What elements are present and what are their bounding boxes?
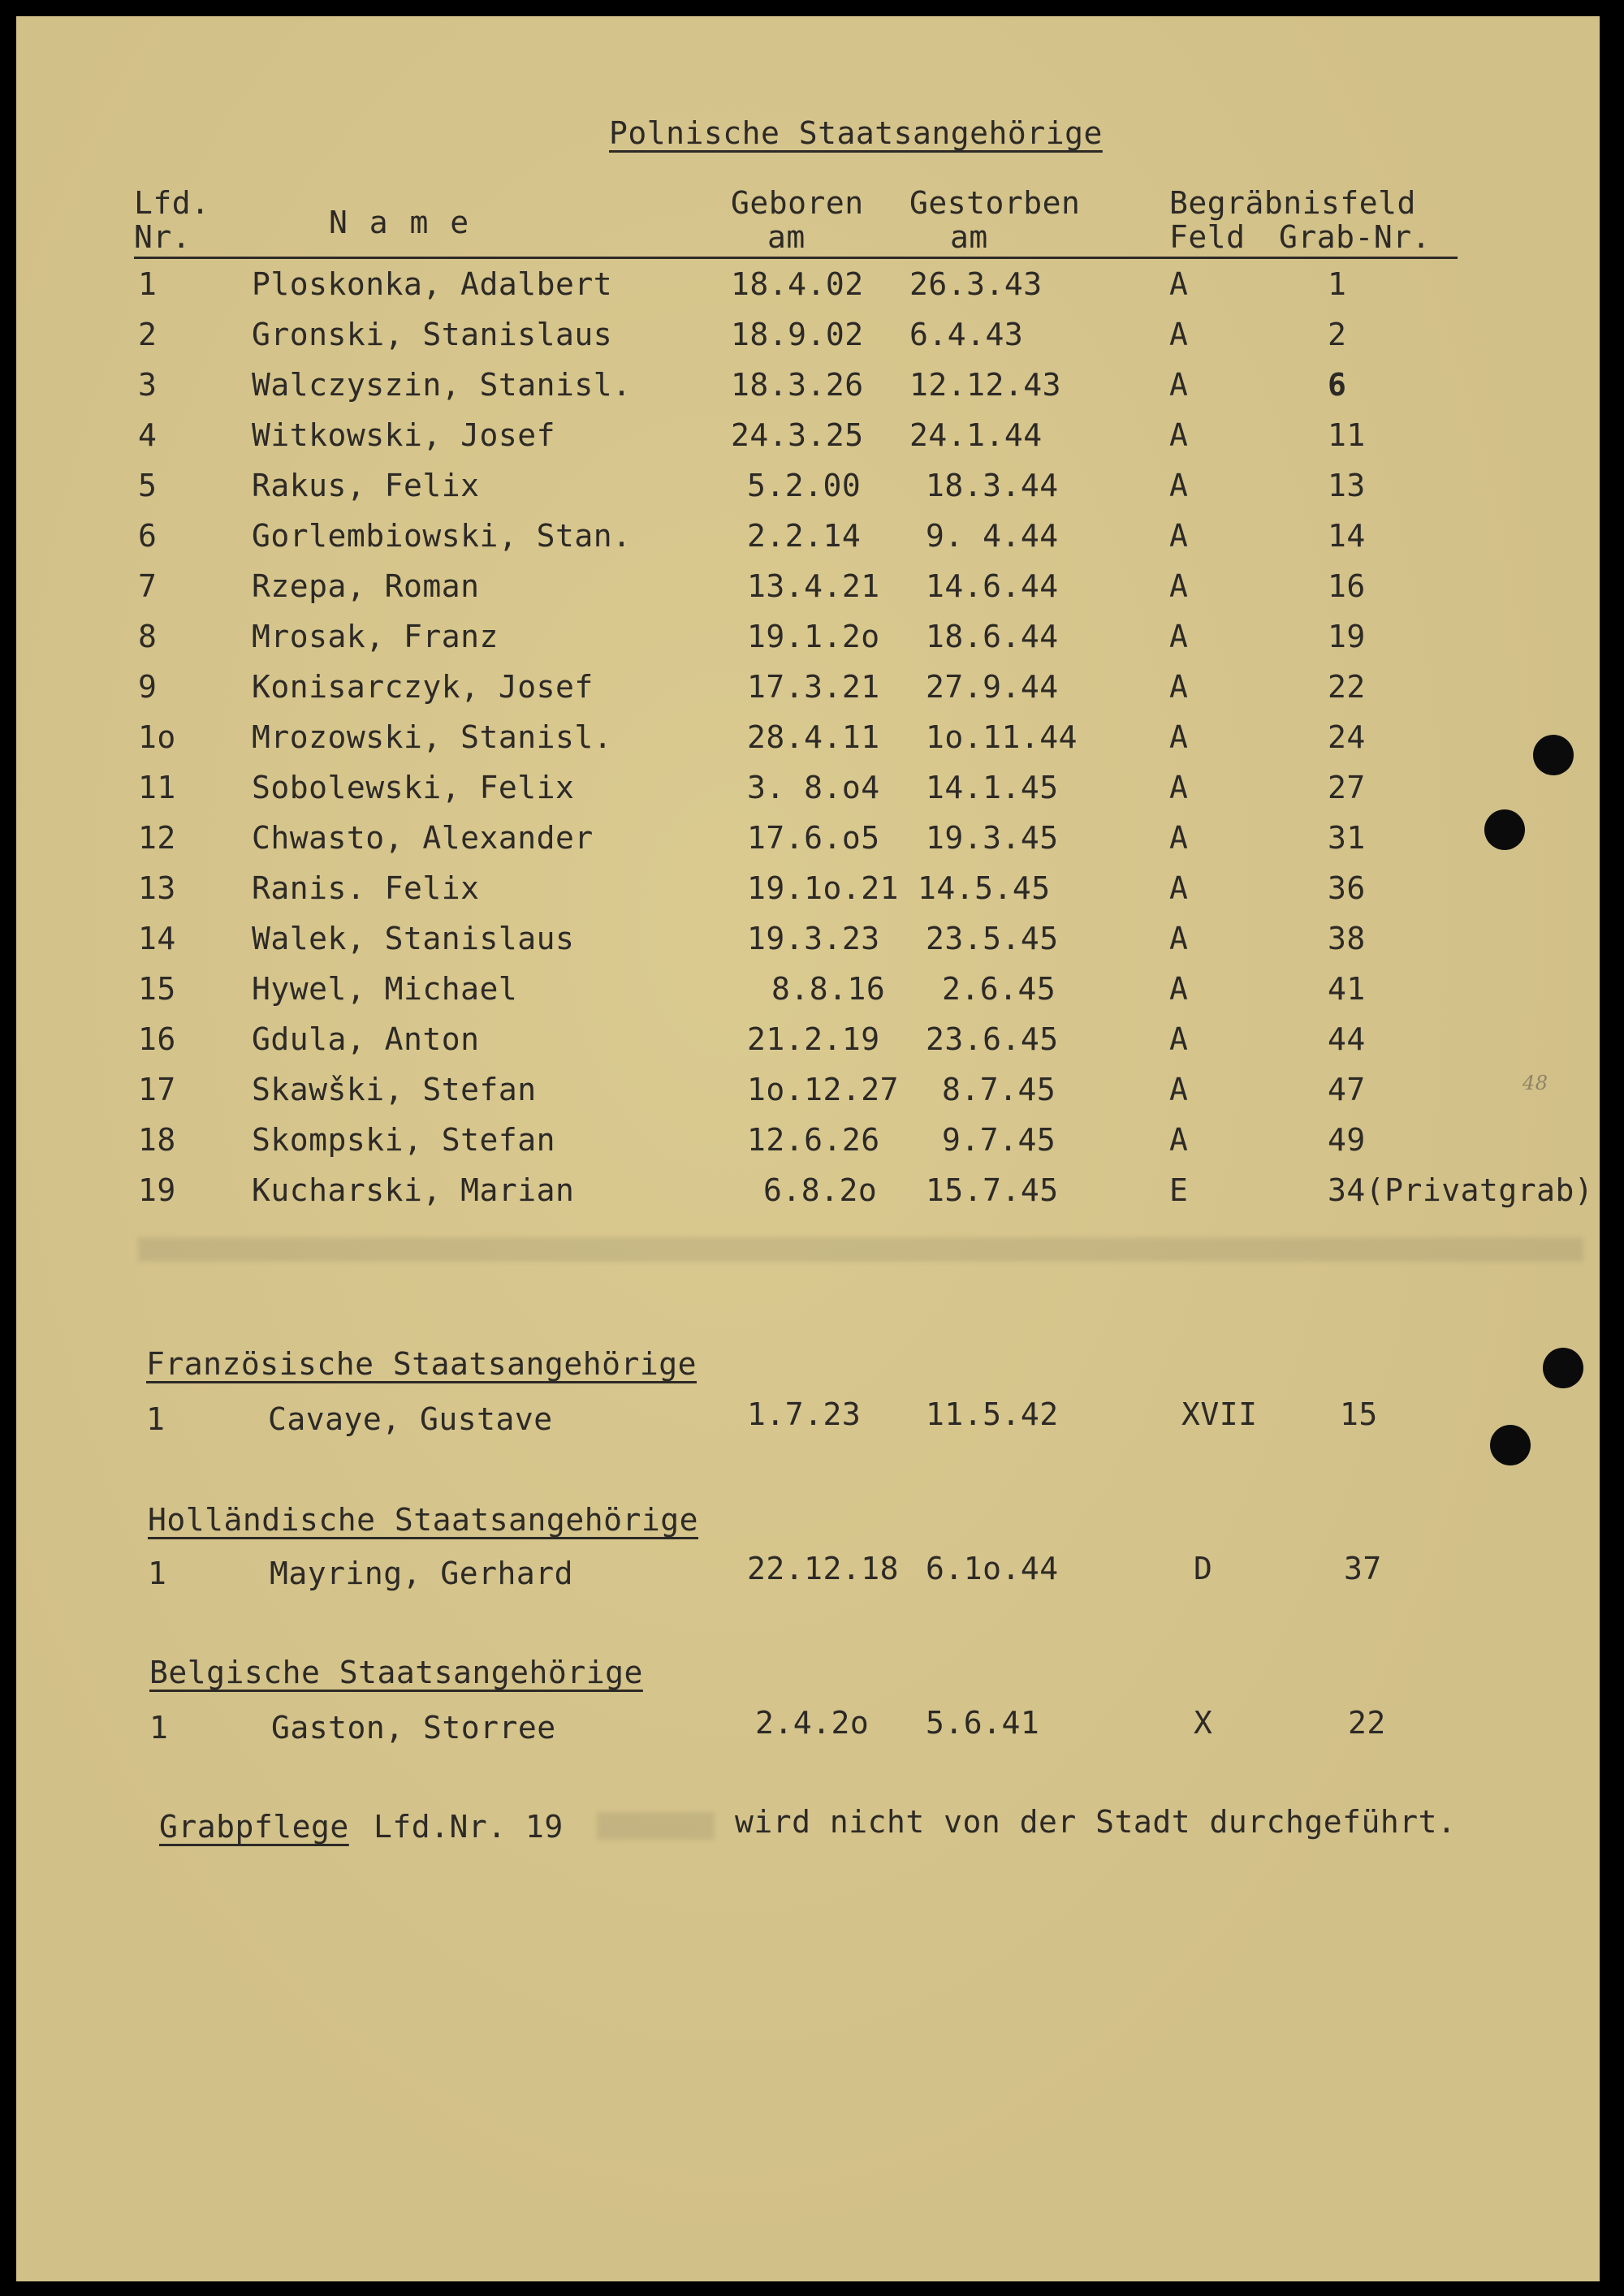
row-grab: 1	[1328, 266, 1347, 302]
row-name: Ploskonka, Adalbert	[252, 266, 613, 302]
row-name: Rakus, Felix	[252, 468, 480, 503]
table-row	[16, 870, 1600, 921]
table-row	[16, 921, 1600, 971]
row-feld: A	[1169, 1021, 1189, 1057]
row-name: Gronski, Stanislaus	[252, 317, 613, 352]
row-died: 19.3.45	[926, 820, 1059, 856]
table-row	[16, 1122, 1600, 1172]
row-born: 18.9.02	[731, 317, 864, 352]
row-grab: 13	[1328, 468, 1366, 503]
row-died: 14.5.45	[918, 870, 1051, 906]
row-nr: 18	[138, 1122, 176, 1158]
row-nr: 7	[138, 568, 158, 604]
row-died: 1o.11.44	[926, 719, 1078, 755]
row-name: Gdula, Anton	[252, 1021, 480, 1057]
row-born: 5.2.00	[747, 468, 862, 503]
table-row	[16, 518, 1600, 568]
row-grab: 27	[1328, 770, 1366, 805]
row-nr: 1o	[138, 719, 176, 755]
header-geboren-am: am	[767, 219, 806, 255]
row-name: Walek, Stanislaus	[252, 921, 575, 956]
row-grab: 14	[1328, 518, 1366, 554]
row-feld: A	[1169, 770, 1189, 805]
row-born: 28.4.11	[747, 719, 880, 755]
row-grab: 15	[1340, 1396, 1378, 1432]
header-feld: Feld	[1169, 219, 1246, 255]
row-grab: 49	[1328, 1122, 1366, 1158]
row-grab: 19	[1328, 619, 1366, 654]
row-grab: 44	[1328, 1021, 1366, 1057]
row-nr: 15	[138, 971, 176, 1007]
row-grab: 24	[1328, 719, 1366, 755]
row-born: 1o.12.27	[747, 1072, 900, 1107]
table-row	[16, 1172, 1600, 1223]
table-row	[16, 1072, 1600, 1122]
row-nr: 13	[138, 870, 176, 906]
row-died: 5.6.41	[926, 1705, 1040, 1741]
page-title: Polnische Staatsangehörige	[609, 115, 1103, 151]
row-name: Walczyszin, Stanisl.	[252, 367, 632, 403]
table-row	[16, 619, 1600, 669]
section-title: Französische Staatsangehörige	[146, 1346, 697, 1382]
table-row	[16, 669, 1600, 719]
row-name: Kucharski, Marian	[252, 1172, 575, 1208]
header-nr: Nr.	[134, 219, 192, 255]
row-feld: A	[1169, 971, 1189, 1007]
header-rule	[134, 257, 1458, 259]
row-feld: D	[1194, 1551, 1213, 1586]
punch-hole	[1543, 1348, 1583, 1388]
table-row	[16, 468, 1600, 518]
table-row	[16, 971, 1600, 1021]
row-died: 11.5.42	[926, 1396, 1059, 1432]
table-row	[16, 719, 1600, 770]
row-grab: 47	[1328, 1072, 1366, 1107]
header-begraebnisfeld: Begräbnisfeld	[1169, 185, 1416, 221]
row-died: 24.1.44	[909, 417, 1043, 453]
row-born: 8.8.16	[771, 971, 886, 1007]
row-grab: 41	[1328, 971, 1366, 1007]
row-name: Gorlembiowski, Stan.	[252, 518, 632, 554]
row-feld: A	[1169, 468, 1189, 503]
document-page	[16, 16, 1600, 2281]
row-born: 18.3.26	[731, 367, 864, 403]
erased-text	[597, 1812, 715, 1840]
row-born: 13.4.21	[747, 568, 880, 604]
row-born: 19.3.23	[747, 921, 880, 956]
header-name: N a m e	[329, 205, 471, 240]
row-name: Hywel, Michael	[252, 971, 518, 1007]
row-feld: A	[1169, 870, 1189, 906]
row-feld: A	[1169, 669, 1189, 705]
row-grab: 34(Privatgrab)	[1328, 1172, 1594, 1208]
row-died: 6.4.43	[909, 317, 1024, 352]
row-feld: A	[1169, 568, 1189, 604]
row-nr: 1	[146, 1401, 166, 1437]
row-grab: 38	[1328, 921, 1366, 956]
table-row	[16, 317, 1600, 367]
row-nr: 16	[138, 1021, 176, 1057]
row-nr: 19	[138, 1172, 176, 1208]
row-grab: 31	[1328, 820, 1366, 856]
row-died: 8.7.45	[942, 1072, 1056, 1107]
row-born: 3. 8.o4	[747, 770, 880, 805]
row-grab: 37	[1344, 1551, 1382, 1586]
row-nr: 4	[138, 417, 158, 453]
row-died: 14.6.44	[926, 568, 1059, 604]
row-feld: A	[1169, 921, 1189, 956]
row-feld: A	[1169, 417, 1189, 453]
row-died: 18.6.44	[926, 619, 1059, 654]
row-name: Rzepa, Roman	[252, 568, 480, 604]
row-born: 18.4.02	[731, 266, 864, 302]
row-born: 17.3.21	[747, 669, 880, 705]
row-died: 9.7.45	[942, 1122, 1056, 1158]
row-feld: A	[1169, 317, 1189, 352]
row-born: 2.4.2o	[755, 1705, 870, 1741]
row-feld: A	[1169, 1072, 1189, 1107]
row-grab: 22	[1348, 1705, 1386, 1741]
row-name: Sobolewski, Felix	[252, 770, 575, 805]
row-nr: 1	[148, 1556, 167, 1591]
table-row	[16, 1021, 1600, 1072]
row-feld: E	[1169, 1172, 1189, 1208]
row-born: 19.1.2o	[747, 619, 880, 654]
row-feld: XVII	[1181, 1396, 1258, 1432]
row-died: 12.12.43	[909, 367, 1062, 403]
row-born: 21.2.19	[747, 1021, 880, 1057]
row-nr: 1	[149, 1710, 169, 1746]
row-died: 2.6.45	[942, 971, 1056, 1007]
row-died: 27.9.44	[926, 669, 1059, 705]
row-born: 6.8.2o	[763, 1172, 878, 1208]
header-gestorben: Gestorben	[909, 185, 1081, 221]
row-nr: 5	[138, 468, 158, 503]
table-row	[16, 820, 1600, 870]
row-nr: 11	[138, 770, 176, 805]
header-grab-nr: Grab-Nr.	[1279, 219, 1432, 255]
row-nr: 12	[138, 820, 176, 856]
row-name: Ranis. Felix	[252, 870, 480, 906]
row-name: Konisarczyk, Josef	[252, 669, 594, 705]
row-died: 26.3.43	[909, 266, 1043, 302]
table-row	[16, 266, 1600, 317]
row-nr: 17	[138, 1072, 176, 1107]
row-died: 23.6.45	[926, 1021, 1059, 1057]
row-died: 15.7.45	[926, 1172, 1059, 1208]
row-born: 17.6.o5	[747, 820, 880, 856]
footer-label: Grabpflege	[159, 1809, 349, 1845]
footer-text: wird nicht von der Stadt durchgeführt.	[735, 1804, 1457, 1840]
row-name: Mrozowski, Stanisl.	[252, 719, 613, 755]
row-feld: A	[1169, 719, 1189, 755]
row-nr: 2	[138, 317, 158, 352]
section-title: Holländische Staatsangehörige	[148, 1502, 698, 1538]
row-born: 1.7.23	[747, 1396, 862, 1432]
row-born: 12.6.26	[747, 1122, 880, 1158]
row-nr: 6	[138, 518, 158, 554]
punch-hole	[1490, 1425, 1531, 1465]
row-feld: A	[1169, 820, 1189, 856]
row-died: 23.5.45	[926, 921, 1059, 956]
punch-hole	[1484, 809, 1525, 850]
row-name: Skompski, Stefan	[252, 1122, 556, 1158]
row-born: 22.12.18	[747, 1551, 900, 1586]
row-name: Witkowski, Josef	[252, 417, 556, 453]
row-died: 14.1.45	[926, 770, 1059, 805]
row-died: 9. 4.44	[926, 518, 1059, 554]
table-row	[16, 417, 1600, 468]
row-born: 24.3.25	[731, 417, 864, 453]
row-grab: 16	[1328, 568, 1366, 604]
row-feld: A	[1169, 1122, 1189, 1158]
row-grab: 36	[1328, 870, 1366, 906]
section-title: Belgische Staatsangehörige	[149, 1655, 643, 1690]
row-nr: 9	[138, 669, 158, 705]
row-nr: 8	[138, 619, 158, 654]
erased-line	[138, 1237, 1583, 1262]
margin-note: 48	[1522, 1072, 1548, 1094]
row-nr: 14	[138, 921, 176, 956]
row-name: Cavaye, Gustave	[268, 1401, 553, 1437]
row-grab: 2	[1328, 317, 1347, 352]
row-feld: A	[1169, 619, 1189, 654]
row-nr: 3	[138, 367, 158, 403]
punch-hole	[1533, 735, 1574, 775]
row-grab: 6	[1328, 367, 1347, 403]
row-name: Mrosak, Franz	[252, 619, 499, 654]
table-row	[16, 770, 1600, 820]
row-born: 19.1o.21	[747, 870, 900, 906]
row-grab: 22	[1328, 669, 1366, 705]
table-row	[16, 367, 1600, 417]
row-born: 2.2.14	[747, 518, 862, 554]
header-gestorben-am: am	[950, 219, 988, 255]
header-geboren: Geboren	[731, 185, 864, 221]
row-name: Skawški, Stefan	[252, 1072, 537, 1107]
row-name: Mayring, Gerhard	[270, 1556, 574, 1591]
row-feld: X	[1194, 1705, 1213, 1741]
row-name: Chwasto, Alexander	[252, 820, 594, 856]
row-feld: A	[1169, 266, 1189, 302]
footer-ref: Lfd.Nr. 19	[374, 1809, 564, 1845]
row-nr: 1	[138, 266, 158, 302]
header-lfd: Lfd.	[134, 185, 210, 221]
row-feld: A	[1169, 518, 1189, 554]
table-row	[16, 568, 1600, 619]
row-feld: A	[1169, 367, 1189, 403]
row-died: 6.1o.44	[926, 1551, 1059, 1586]
row-name: Gaston, Storree	[271, 1710, 556, 1746]
row-died: 18.3.44	[926, 468, 1059, 503]
row-grab: 11	[1328, 417, 1366, 453]
